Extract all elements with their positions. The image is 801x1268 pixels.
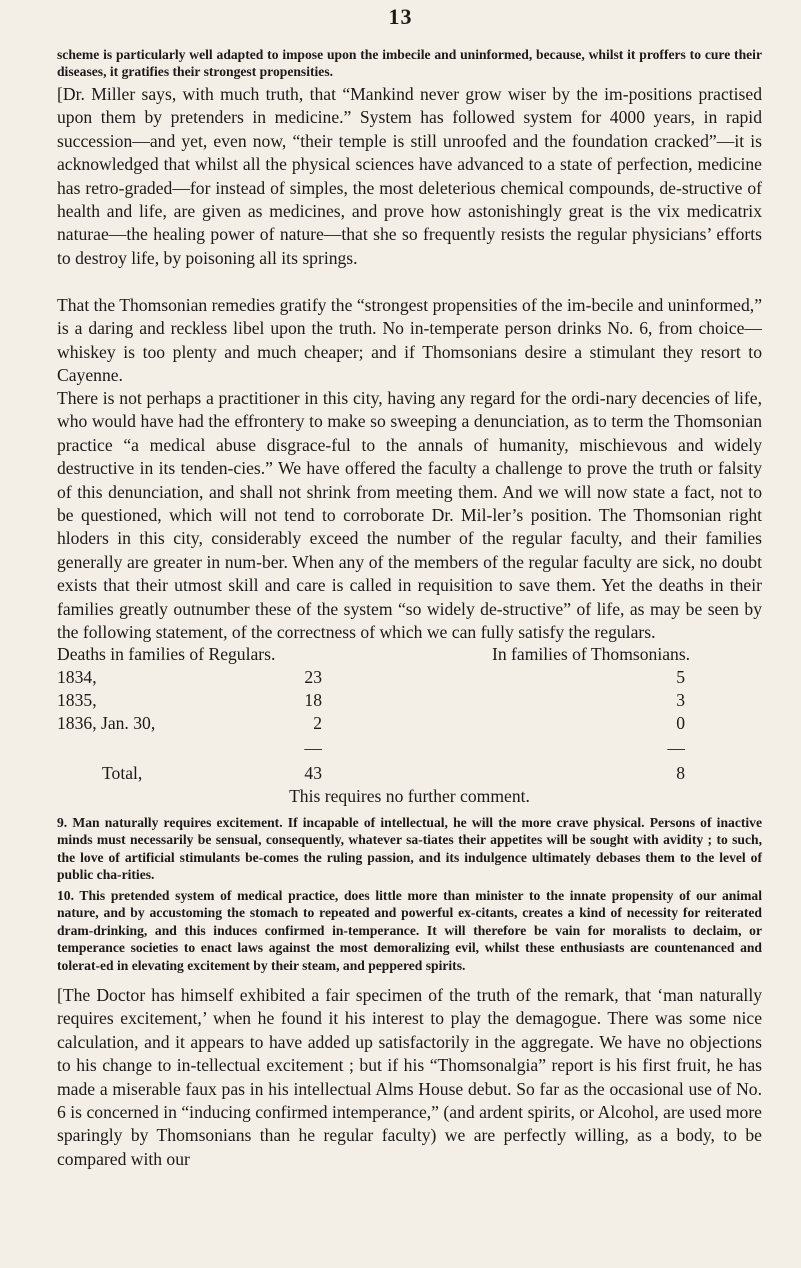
table-cell-thomsonians: 5: [676, 667, 685, 687]
table-row: [57, 690, 762, 714]
opening-paragraph: scheme is particularly well adapted to impose upon the imbecile and uninformed, because, whilst it proffers to cure their diseases, it gratifies their strongest propensities.: [57, 47, 762, 80]
table-cell-regulars: 18: [304, 690, 322, 710]
table-rule-thomsonians: —: [667, 738, 685, 758]
table-header-row: [57, 644, 762, 668]
table-cell-year: 1835,: [57, 690, 97, 710]
table-cell-year: 1836, Jan. 30,: [57, 713, 156, 733]
table-header-thomsonians: In families of Thomsonians.: [492, 644, 691, 664]
note-9: 9. Man naturally requires excitement. If incapable of intellectual, he will the more crave physical. Persons of inactive minds must necessarily be sensual, consequently, whatever sa-tiates their appetites will be sought with avidity ; to such, the love of artificial stimulants be-comes the ruling passion, and its indulgence ultimately debases them to the level of public cha-rities.: [57, 815, 762, 883]
table-cell-regulars: 2: [313, 713, 322, 733]
table-total-thomsonians: 8: [676, 763, 685, 783]
paragraph-denunciation: There is not perhaps a practitioner in this city, having any regard for the ordi-nary decencies of life, who would have had the effrontery to make so sweeping a denunciation, as to term the Thomsonian practice “a medical abuse disgrace-ful to the annals of humanity, mischievous and widely destructive in its tenden-cies.” We have offered the faculty a challenge to prove the truth or falsity of this denunciation, and shall not shrink from meeting them. And we will now state a fact, not to be questioned, which will not tend to corroborate Dr. Mil-ler’s position. The Thomsonian right hloders in this city, considerably exceed the number of the regular faculty, and their families generally are greater in num-ber. When any of the members of the regular faculty are sick, no doubt exists that their utmost skill and care is called in requisition to save them. Yet the deaths in their families greatly outnumber these of the system “so widely de-structive” of life, as may be seen by the following statement, of the correctness of which we can fully satisfy the regulars.: [57, 388, 762, 643]
table-row: [57, 667, 762, 691]
table-cell-thomsonians: 3: [676, 690, 685, 710]
table-rule-regulars: —: [304, 738, 322, 758]
note-10: 10. This pretended system of medical practice, does little more than minister to the innate propensity of our animal nature, and by accustoming the stomach to repeated and powerful ex-citants, creates a kind of necessity for reiterated dram-drinking, and this induces confirmed in-temperance. It will therefore be vain for moralists to declaim, or temperance societies to enact laws against the most demoralizing evil, whilst these enthusiasts are countenanced and tolerat-ed in elevating excitement by their steam, and peppered spirits.: [57, 888, 762, 973]
table-total-label: Total,: [102, 763, 143, 783]
paragraph-miller-quote: [Dr. Miller says, with much truth, that “Mankind never grow wiser by the im-positions practised upon them by pretenders in medicine.” System has followed system for 4000 years, in rapid succession—and yet, even now, “their temple is still unroofed and the foundation cracked”—it is acknowledged that whilst all the physical sciences have advanced to a state of perfection, medicine has retro-graded—for instead of simples, the most deleterious chemical compounds, de-structive of health and life, are given as medicines, and prove how astonishingly great is the vix medicatrix naturae—the healing power of nature—that she so frequently resists the regular physicians’ efforts to destroy life, by poisoning all its springs.: [57, 84, 762, 268]
page-number: 13: [388, 4, 413, 29]
paragraph-remedies-libel: That the Thomsonian remedies gratify the “strongest propensities of the im-becile and uninformed,” is a daring and reckless libel upon the truth. No in-temperate person drinks No. 6, from choice—whiskey is too plenty and much cheaper; and if Thomsonians desire a stimulant they resort to Cayenne.: [57, 295, 762, 386]
table-cell-year: 1834,: [57, 667, 97, 687]
paragraph-doctor-remark: [The Doctor has himself exhibited a fair specimen of the truth of the remark, that ‘man naturally requires excitement,’ when he found it his interest to play the demagogue. There was some nice calculation, and it appears to have added up satisfactorily in the aggregate. We have no objections to his change to in-tellectual excitement ; but if his “Thomsonalgia” report is his first fruit, he has made a miserable faux pas in his intellectual Alms House debut. So far as the occasional use of No. 6 is concerned in “inducing confirmed intemperance,” (and ardent spirits, or Alcohol, are used more sparingly by Thomsonians than he regular faculty) we are perfectly willing, as a body, to be compared with our: [57, 985, 762, 1169]
table-total-regulars: 43: [304, 763, 322, 783]
table-total-row: [57, 763, 762, 787]
table-rule-row: [57, 738, 762, 762]
table-header-regulars: Deaths in families of Regulars.: [57, 644, 276, 664]
table-cell-regulars: 23: [304, 667, 322, 687]
table-footer-comment: This requires no further comment.: [289, 786, 530, 806]
table-row: [57, 713, 762, 737]
table-cell-thomsonians: 0: [676, 713, 685, 733]
